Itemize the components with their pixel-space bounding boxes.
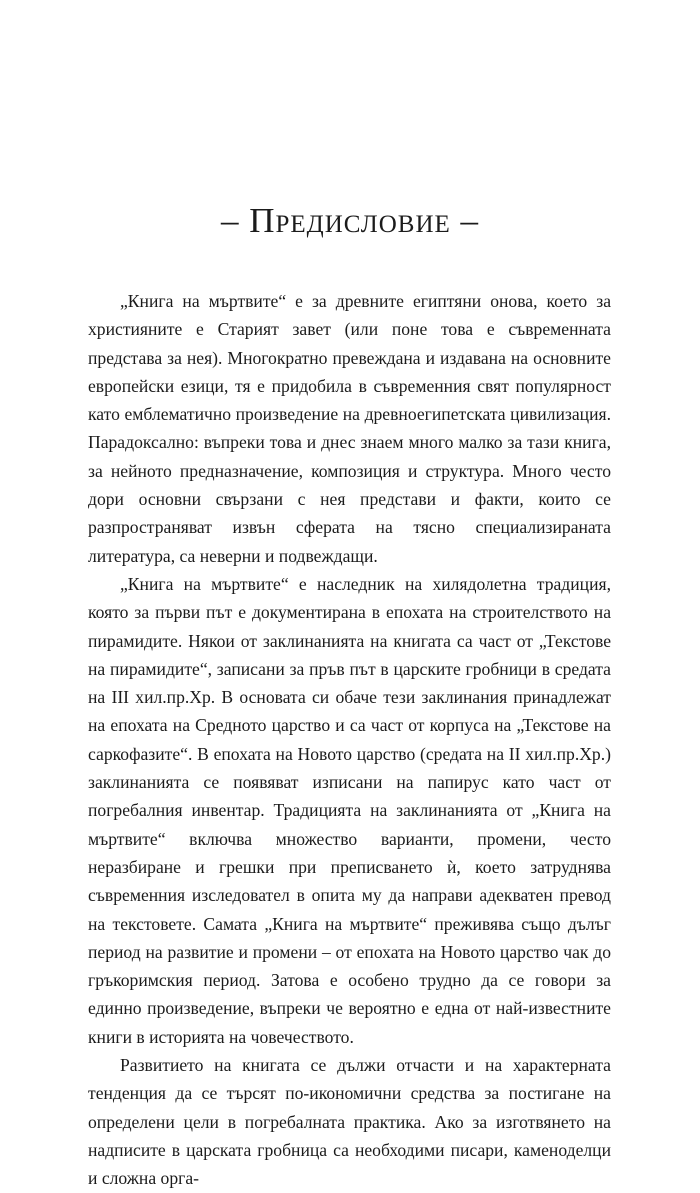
- paragraph-2: „Книга на мъртвите“ е наследник на хилядолетна традиция, която за първи път е документирана в епохата на строителството на пирамидите. Някои от заклинанията на книгата са част от „Текстове на пирамидите“, записани за пръв път в царските гробници в средата на III хил.пр.Хр. В основата си обаче тези заклинания принадлежат на епохата на Средното царство и са част от корпуса на „Текстове на саркофазите“. В епохата на Новото царство (средата на II хил.пр.Хр.) заклинанията се появяват изписани на папирус като част от погребалния инвентар. Традицията на заклинанията от „Книга на мъртвите“ включва множество варианти, промени, често неразбиране и грешки при преписването ѝ, което затруднява съвременния изследовател в опита му да направи адекватен превод на текстовете. Самата „Книга на мъртвите“ преживява също дълъг период на развитие и промени – от епохата на Новото царство чак до гръкоримския период. Затова е особено трудно да се говори за единно произведение, въпреки че вероятно е една от най-известните книги в историята на човечеството.: [88, 573, 611, 1047]
- body-text: [88, 287, 611, 1193]
- chapter-title: – Предисловие –: [220, 201, 480, 240]
- paragraph-1: „Книга на мъртвите“ е за древните египтяни онова, което за християните е Старият завет (или поне това е съвременната представа за нея). Многократно превеждана и издавана на основните европейски езици, тя е придобила в съвременния свят популярност като емблематично произведение на древноегипетската цивилизация. Парадоксално: въпреки това и днес знаем много малко за тази книга, за нейното предназначение, композиция и структура. Много често дори основни свързани с нея представи и факти, които се разпространяват извън сферата на тясно специализираната литература, са неверни и подвеждащи.: [88, 291, 611, 566]
- paragraph-3: Развитието на книгата се дължи отчасти и на характерната тенденция да се търсят по-икономични средства за постигане на определени цели в погребалната практика. Ако за изготвянето на надписите в царската гробница са необходими писари, каменоделци и сложна орга-: [88, 1055, 611, 1189]
